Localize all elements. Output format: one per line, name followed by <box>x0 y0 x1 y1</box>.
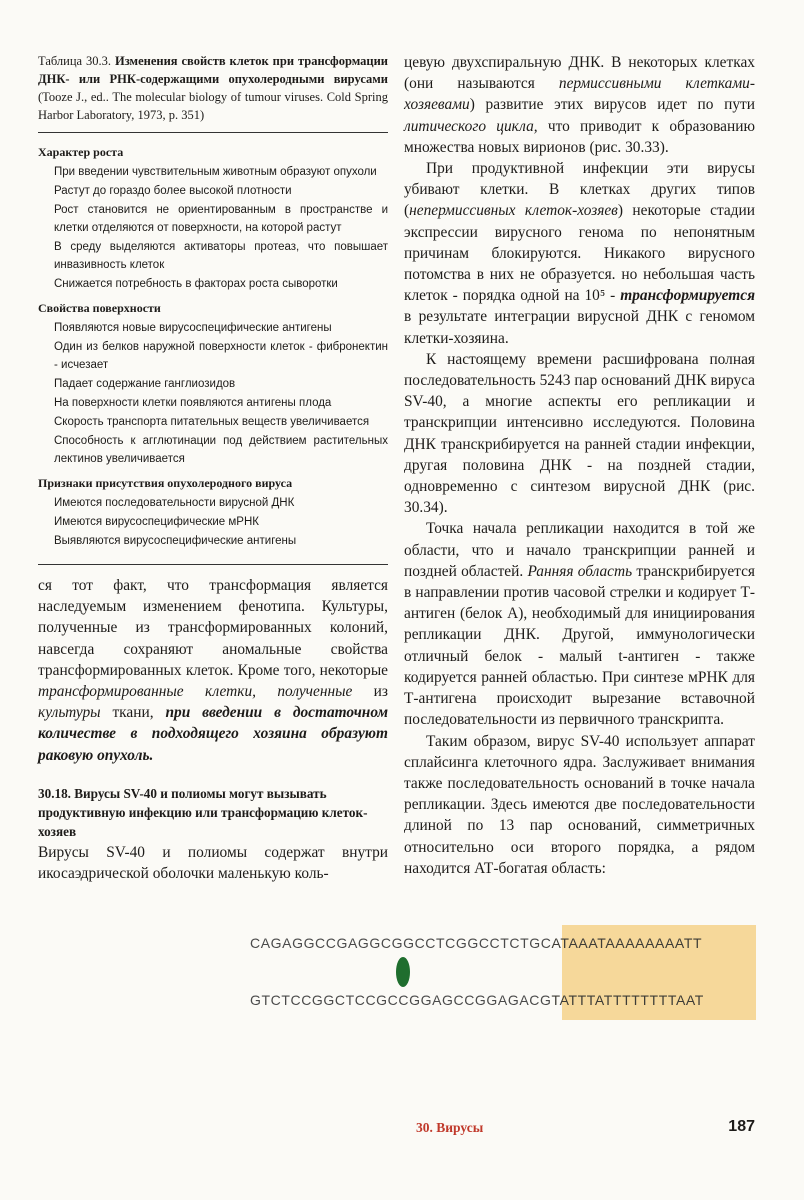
right-paragraph-5: Таким образом, вирус SV-40 использует аппарат сплайсинга клеточного ядра. Заслуживает внимания также последовательность оснований в точке начала репликации. Здесь имеются две последовательности длиной по 13 пар оснований, симметричных относительно оси второго порядка, а рядом находится АТ-богатая область: <box>404 732 755 877</box>
right-paragraph-2 <box>404 158 755 349</box>
page-footer <box>404 1118 755 1142</box>
at-rich-segment: TATTTATTTTTTTTAAT <box>551 992 704 1008</box>
table-item: В среду выделяются активаторы протеаз, что повышает инвазивность клеток <box>54 241 388 271</box>
at-rich-segment: ATAAATAAAAAAAATT <box>551 935 703 951</box>
table-section-surface <box>38 299 388 468</box>
text-run: транскрибируется в направлении против часовой стрелки и кодирует Т-антиген (белок А), необходимый для инициирования репликации ДНК. Другой, иммунологически отличный белок - малый t-антиген - также кодируется ранней областью. При синтезе мРНК для Т-антигена происходит вырезание вставочной последовательности из первичного транскрипта. <box>404 562 755 729</box>
right-paragraph-1 <box>404 52 755 158</box>
table-item: Появляются новые вирусоспецифические антигены <box>54 322 332 334</box>
table-item: Способность к агглютинации под действием растительных лектинов увеличивается <box>54 435 388 465</box>
dna-origin-sequence <box>250 925 756 1020</box>
text-run-italic: литического цикла, <box>404 117 538 135</box>
table-caption-source: (Tooze J., ed.. The molecular biology of tumour viruses. Cold Spring Harbor Laboratory, 1973, p. 351) <box>38 90 388 122</box>
text-run: Точка начала репликации находится в той же области, что и начало транскрипции ранней и поздней областей. <box>404 520 755 580</box>
table-section-growth <box>38 143 388 293</box>
text-run: что приводит к образованию множества новых вирионов (рис. 30.33). <box>404 117 755 156</box>
text-run: ) некоторые стадии экспрессии вирусного генома по непонятным причинам блокируются. Никакого вирусного потомства в них не образуется. но небольшая часть клеток - порядка одной на 10⁵ - <box>404 202 755 305</box>
table-section-heading: Признаки присутствия опухолеродного вируса <box>38 476 293 490</box>
symmetry-axis-icon <box>396 957 410 987</box>
left-paragraph <box>38 575 388 766</box>
table-item: При введении чувствительным животным образуют опухоли <box>54 166 377 178</box>
gc-rich-segment: GTCTCCGGCTCCGCCGGAGCCGGAGACG <box>250 992 552 1008</box>
table-section-virus-presence <box>38 474 388 550</box>
table-section-heading: Свойства поверхности <box>38 301 161 315</box>
table-item: Скорость транспорта питательных веществ увеличивается <box>54 416 370 428</box>
text-run: цевую двухспиральную ДНК. В некоторых клетках (они называются <box>404 54 755 93</box>
left-column <box>38 52 388 884</box>
text-run: ткани, <box>100 704 166 722</box>
section-paragraph: Вирусы SV-40 и полиомы содержат внутри икосаэдрической оболочки маленькую коль- <box>38 843 388 883</box>
text-run-italic: трансформированные клетки, полученные <box>38 683 353 701</box>
text-run-italic: Ранняя область <box>527 562 633 580</box>
section-heading-30-18: 30.18. Вирусы SV-40 и полиомы могут вызывать продуктивную инфекцию или трансформацию клеток-хозяев <box>38 785 368 839</box>
page-number: 187 <box>728 1118 755 1135</box>
table-caption-label: Таблица 30.3. <box>38 54 112 68</box>
table-caption-title: Изменения свойств клеток при трансформации ДНК- или РНК-содержащими опухолеродными вирусами <box>38 54 388 86</box>
table-item: Падает содержание ганглиозидов <box>54 378 236 390</box>
chapter-title: 30. Вирусы <box>416 1120 484 1135</box>
text-run: из <box>352 683 388 701</box>
text-run-bold-italic: при введении в достаточном количестве в подходящего хозяина образуют раковую опухоль. <box>38 704 388 764</box>
table-item: Имеются последовательности вирусной ДНК <box>54 497 295 509</box>
table-item: Выявляются вирусоспецифические антигены <box>54 535 297 547</box>
text-run: в результате интеграции вирусной ДНК с геномом клетки-хозяина. <box>404 308 755 347</box>
text-run-italic: непермиссивных клеток-хозяев <box>409 202 618 220</box>
text-run: ) развитие этих вирусов идет по пути <box>469 96 755 114</box>
table-item: Рост становится не ориентированным в пространстве и клетки отделяются от поверхности, на которой растут <box>54 204 388 234</box>
gc-rich-segment: CAGAGGCCGAGGCGGCCTCGGCCTCTGC <box>250 935 552 951</box>
dna-bottom-strand <box>250 986 704 1014</box>
table-caption <box>38 52 388 124</box>
text-run-italic: пермиссивными клетками-хозяевами <box>404 75 755 114</box>
table-item: Имеются вирусоспецифические мРНК <box>54 516 259 528</box>
text-run: При продуктивной инфекции эти вирусы убивают клетки. В клетках других типов ( <box>404 160 755 220</box>
right-paragraph-3: К настоящему времени расшифрована полная последовательность 5243 пар оснований ДНК вируса SV-40, а многие аспекты его репликации и транскрипции интенсивно исследуются. Половина ДНК транскрибируется на ранней стадии инфекции, другая половина ДНК - на поздней стадии, одновременно с синтезом вирусной ДНК (рис. 30.34). <box>404 350 755 517</box>
table-item: Один из белков наружной поверхности клеток - фибронектин - исчезает <box>54 341 388 371</box>
text-run-bold-italic: трансформируется <box>620 287 755 305</box>
table-30-3 <box>38 52 388 565</box>
table-item: На поверхности клетки появляются антигены плода <box>54 397 332 409</box>
table-divider <box>38 132 388 133</box>
text-run-italic: культуры <box>38 704 101 722</box>
dna-top-strand <box>250 929 702 957</box>
table-item: Растут до гораздо более высокой плотности <box>54 185 292 197</box>
table-section-heading: Характер роста <box>38 145 124 159</box>
right-paragraph-4 <box>404 518 755 730</box>
right-column <box>404 52 755 879</box>
text-run: ся тот факт, что трансформация является наследуемым изменением фенотипа. Культуры, полученные из трансформированных колоний, навсегда сохраняют аномальные свойства трансформированных клеток. Кроме того, некоторые <box>38 577 388 679</box>
table-item: Снижается потребность в факторах роста сыворотки <box>54 278 338 290</box>
